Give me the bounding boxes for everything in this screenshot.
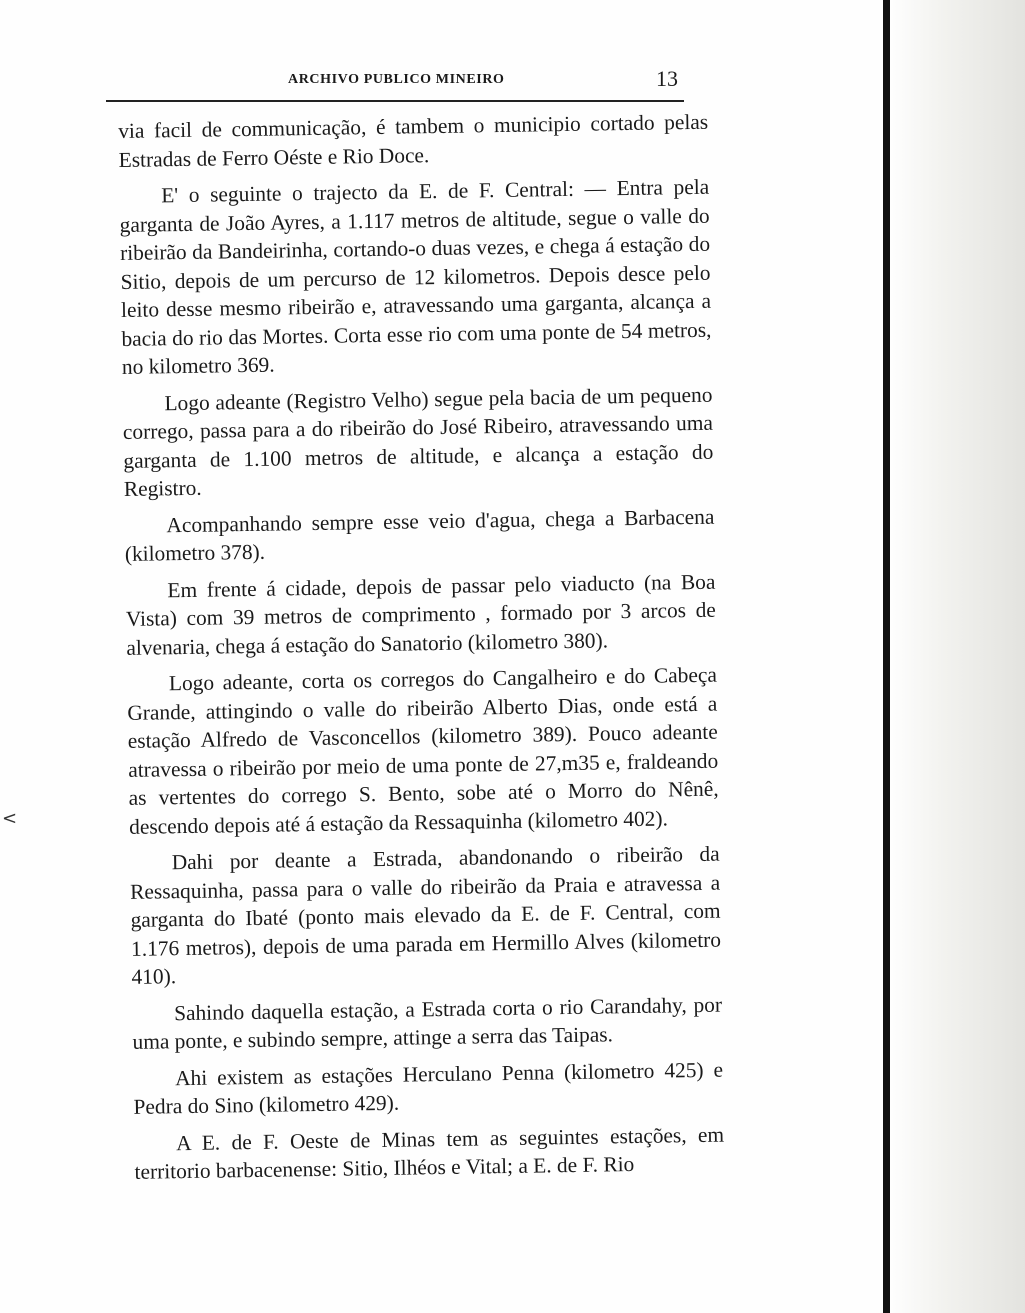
page-edge-shadow [890, 0, 1025, 1313]
running-header [106, 66, 684, 102]
paragraph: Logo adeante (Registro Velho) segue pela bacia de um pequeno corrego, passa para a do ribeirão do José Ribeiro, atravessando uma garganta de 1.100 metros de altitude, e alcança a estação do Registro. [122, 382, 714, 501]
paragraph: via facil de communicação, é tambem o municipio cortado pelas Estradas de Ferro Oéste e Rio Doce. [118, 109, 709, 172]
header-rule [106, 100, 684, 102]
paragraph: Dahi por deante a Estrada, abandonando o ribeirão da Ressaquinha, passa para o valle do ribeirão da Praia e atravessa a garganta do Ibaté (ponto mais elevado da E. de F. Central, com 1.176 metros), depois de uma parada em Hermillo Alves (kilometro 410). [129, 841, 722, 989]
paragraph: Em frente á cidade, depois de passar pelo viaducto (na Boa Vista) com 39 metros de comprimento , formado por 3 arcos de alvenaria, chega á estação do Sanatorio (kilometro 380). [125, 569, 717, 660]
paragraph: Acompanhando sempre esse veio d'agua, chega a Barbacena (kilometro 378). [124, 504, 715, 566]
paragraph: Sahindo daquella estação, a Estrada corta o rio Carandahy, por uma ponte, e subindo sempre, attinge a serra das Taipas. [132, 992, 723, 1054]
page-number: 13 [656, 66, 678, 91]
body-text [118, 108, 725, 1187]
paragraph: A E. de F. Oeste de Minas tem as seguintes estações, em territorio barbacenense: Sitio, Ilhéos e Vital; a E. de F. Rio [134, 1122, 725, 1184]
paragraph: Ahi existem as estações Herculano Penna (kilometro 425) e Pedra do Sino (kilometro 429). [133, 1057, 724, 1119]
margin-mark: < [2, 808, 18, 829]
binding-edge-line [883, 0, 890, 1313]
paragraph: E' o seguinte o trajecto da E. de F. Central: — Entra pela garganta de João Ayres, a 1.117 metros de altitude, segue o valle do ribeirão da Bandeirinha, cortando-o duas vezes, e chega á estação do Sitio, depois de um percurso de 12 kilometros. Depois desce pelo leito desse mesmo ribeirão e, atravessando uma garganta, alcança a bacia do rio das Mortes. Corta esse rio com uma ponte de 54 metros, no kilometro 369. [119, 174, 712, 379]
header-title: ARCHIVO PUBLICO MINEIRO [288, 72, 505, 87]
paragraph: Logo adeante, corta os corregos do Cangalheiro e do Cabeça Grande, attingindo o valle do ribeirão Alberto Dias, onde está a estação Alfredo de Vasconcellos (kilometro 389). Pouco adeante atravessa o ribeirão por meio de uma ponte de 27,m35 e, fraldeando as vertentes do corrego S. Bento, sobe até o Morro do Nênê, descendo depois até á estação da Ressaquinha (kilometro 402). [127, 662, 719, 839]
